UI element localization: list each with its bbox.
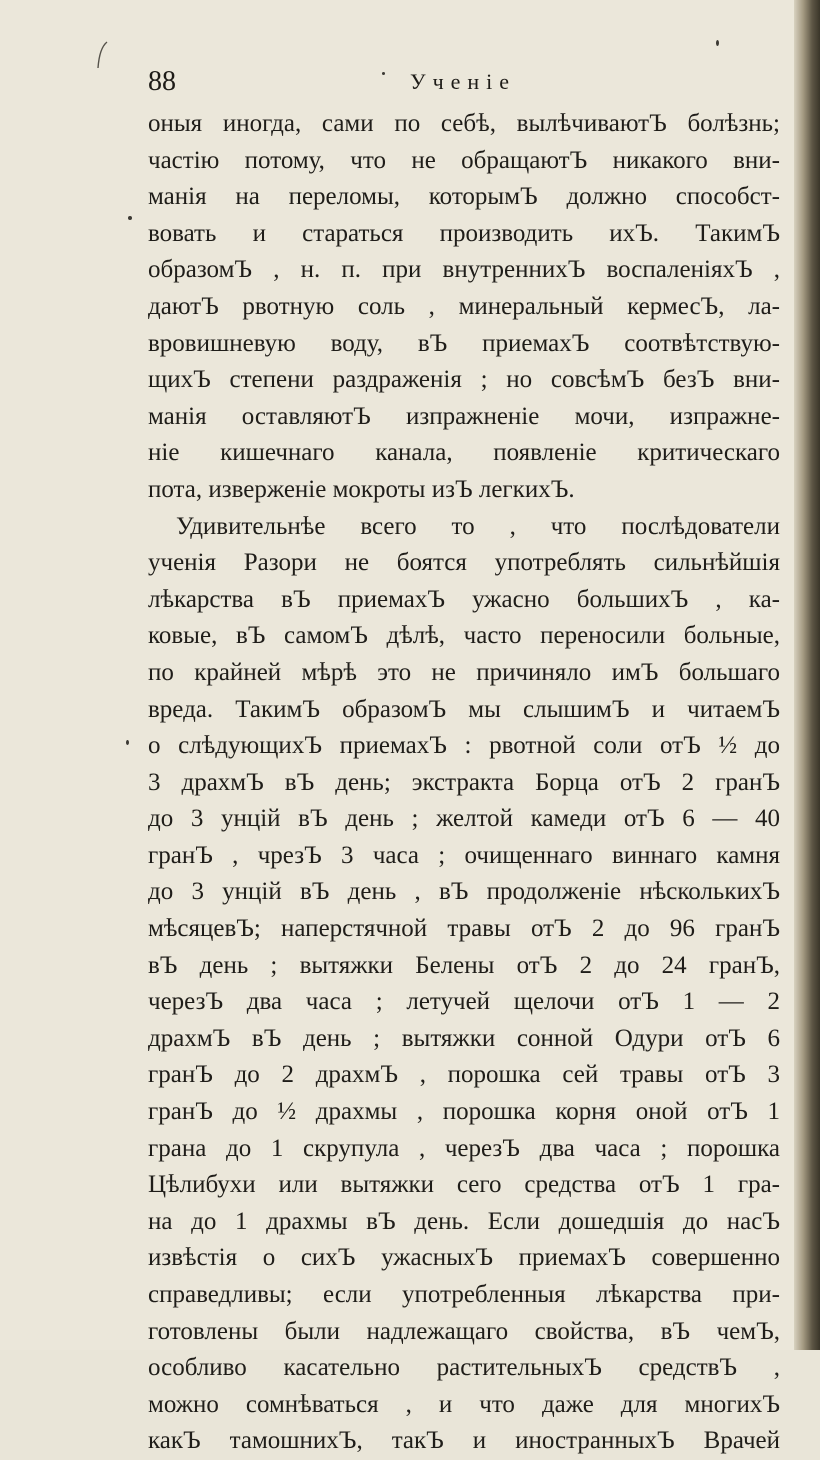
text-line: щихЪ степени раздраженія ; но совсѣмЪ безЪ вни- xyxy=(148,366,780,394)
page-binding-edge xyxy=(794,0,820,1350)
text-line: ученія Разори не боятся употреблять сильнѣйшія xyxy=(148,549,780,577)
text-line: грана до 1 скрупула , черезЪ два часа ; порошка xyxy=(148,1134,780,1162)
text-line: манія на переломы, которымЪ должно способст- xyxy=(148,183,780,211)
body-text xyxy=(148,106,780,1460)
text-line: на до 1 драхмы вЪ день. Если дошедшія до насЪ xyxy=(148,1207,780,1235)
text-line: вовать и стараться производить ихЪ. ТакимЪ xyxy=(148,219,780,247)
text-line: пота, изверженіе мокроты изЪ легкихЪ. xyxy=(148,475,575,503)
text-line: мѣсяцевЪ; наперстячной травы отЪ 2 до 96 гранЪ xyxy=(148,915,780,943)
text-line: драхмЪ вЪ день ; вытяжки сонной Одури отЪ 6 xyxy=(148,1024,780,1052)
text-line: 3 драхмЪ вЪ день; экстракта Борца отЪ 2 гранЪ xyxy=(148,768,780,796)
pen-mark xyxy=(96,40,110,70)
text-line: извѣстія о сихЪ ужасныхЪ приемахЪ совершенно xyxy=(148,1244,780,1272)
ink-speck xyxy=(126,740,129,745)
text-line: справедливы; если употребленныя лѣкарства при- xyxy=(148,1281,780,1308)
page-number: 88 xyxy=(148,66,176,97)
running-head: Ученіе xyxy=(410,69,517,94)
text-line: черезЪ два часа ; летучей щелочи отЪ 1 — 2 xyxy=(148,988,780,1016)
text-line: вЪ день ; вытяжки Белены отЪ 2 до 24 гранЪ, xyxy=(148,951,780,979)
text-line: какЪ тамошнихЪ, такЪ и иностранныхЪ Врачей xyxy=(148,1427,780,1455)
text-line: вреда. ТакимЪ образомЪ мы слышимЪ и читаемЪ xyxy=(148,695,780,723)
ink-speck xyxy=(128,216,132,220)
page-header xyxy=(148,62,788,102)
text-line: можно сомнѣваться , и что даже для многихЪ xyxy=(148,1390,780,1418)
text-line: по крайней мѣрѣ это не причиняло имЪ большаго xyxy=(148,658,780,686)
ink-speck xyxy=(716,40,719,46)
text-line: даютЪ рвотную соль , минеральный кермесЪ, ла- xyxy=(148,292,780,320)
text-line: о слѣдующихЪ приемахЪ : рвотной соли отЪ ½ до xyxy=(148,732,780,760)
text-line: частію потому, что не обращаютЪ никакого вни- xyxy=(148,146,780,174)
text-line: готовлены были надлежащаго свойства, вЪ чемЪ, xyxy=(148,1317,780,1345)
text-line: Удивительнѣе всего то , что послѣдователи xyxy=(176,512,780,540)
text-line: оныя иногда, сами по себѣ, вылѣчиваютЪ болѣзнь; xyxy=(148,110,780,137)
text-line: вровишневую воду, вЪ приемахЪ соотвѣтствую- xyxy=(148,329,780,357)
text-line: гранЪ , чрезЪ 3 часа ; очищеннаго виннаго камня xyxy=(148,841,780,869)
text-line: ніе кишечнаго канала, появленіе критическаго xyxy=(148,439,780,467)
text-line: образомЪ , н. п. при внутреннихЪ воспаленіяхЪ , xyxy=(148,256,780,284)
text-line: до 3 унцій вЪ день , вЪ продолженіе нѣсколькихЪ xyxy=(148,878,780,906)
text-line: гранЪ до 2 драхмЪ , порошка сей травы отЪ 3 xyxy=(148,1061,780,1089)
text-line: гранЪ до ½ драхмы , порошка корня оной отЪ 1 xyxy=(148,1098,780,1126)
text-line: особливо касательно растительныхЪ средствЪ , xyxy=(148,1354,780,1382)
text-line: до 3 унцій вЪ день ; желтой камеди отЪ 6 — 40 xyxy=(148,805,780,833)
text-line: манія оставляютЪ изпражненіе мочи, изпражне- xyxy=(148,402,780,430)
text-line: ковые, вЪ самомЪ дѣлѣ, часто переносили больные, xyxy=(148,622,780,650)
text-line: лѣкарства вЪ приемахЪ ужасно большихЪ , ка- xyxy=(148,585,780,613)
text-line: Цѣлибухи или вытяжки сего средства отЪ 1 гра- xyxy=(148,1171,780,1199)
